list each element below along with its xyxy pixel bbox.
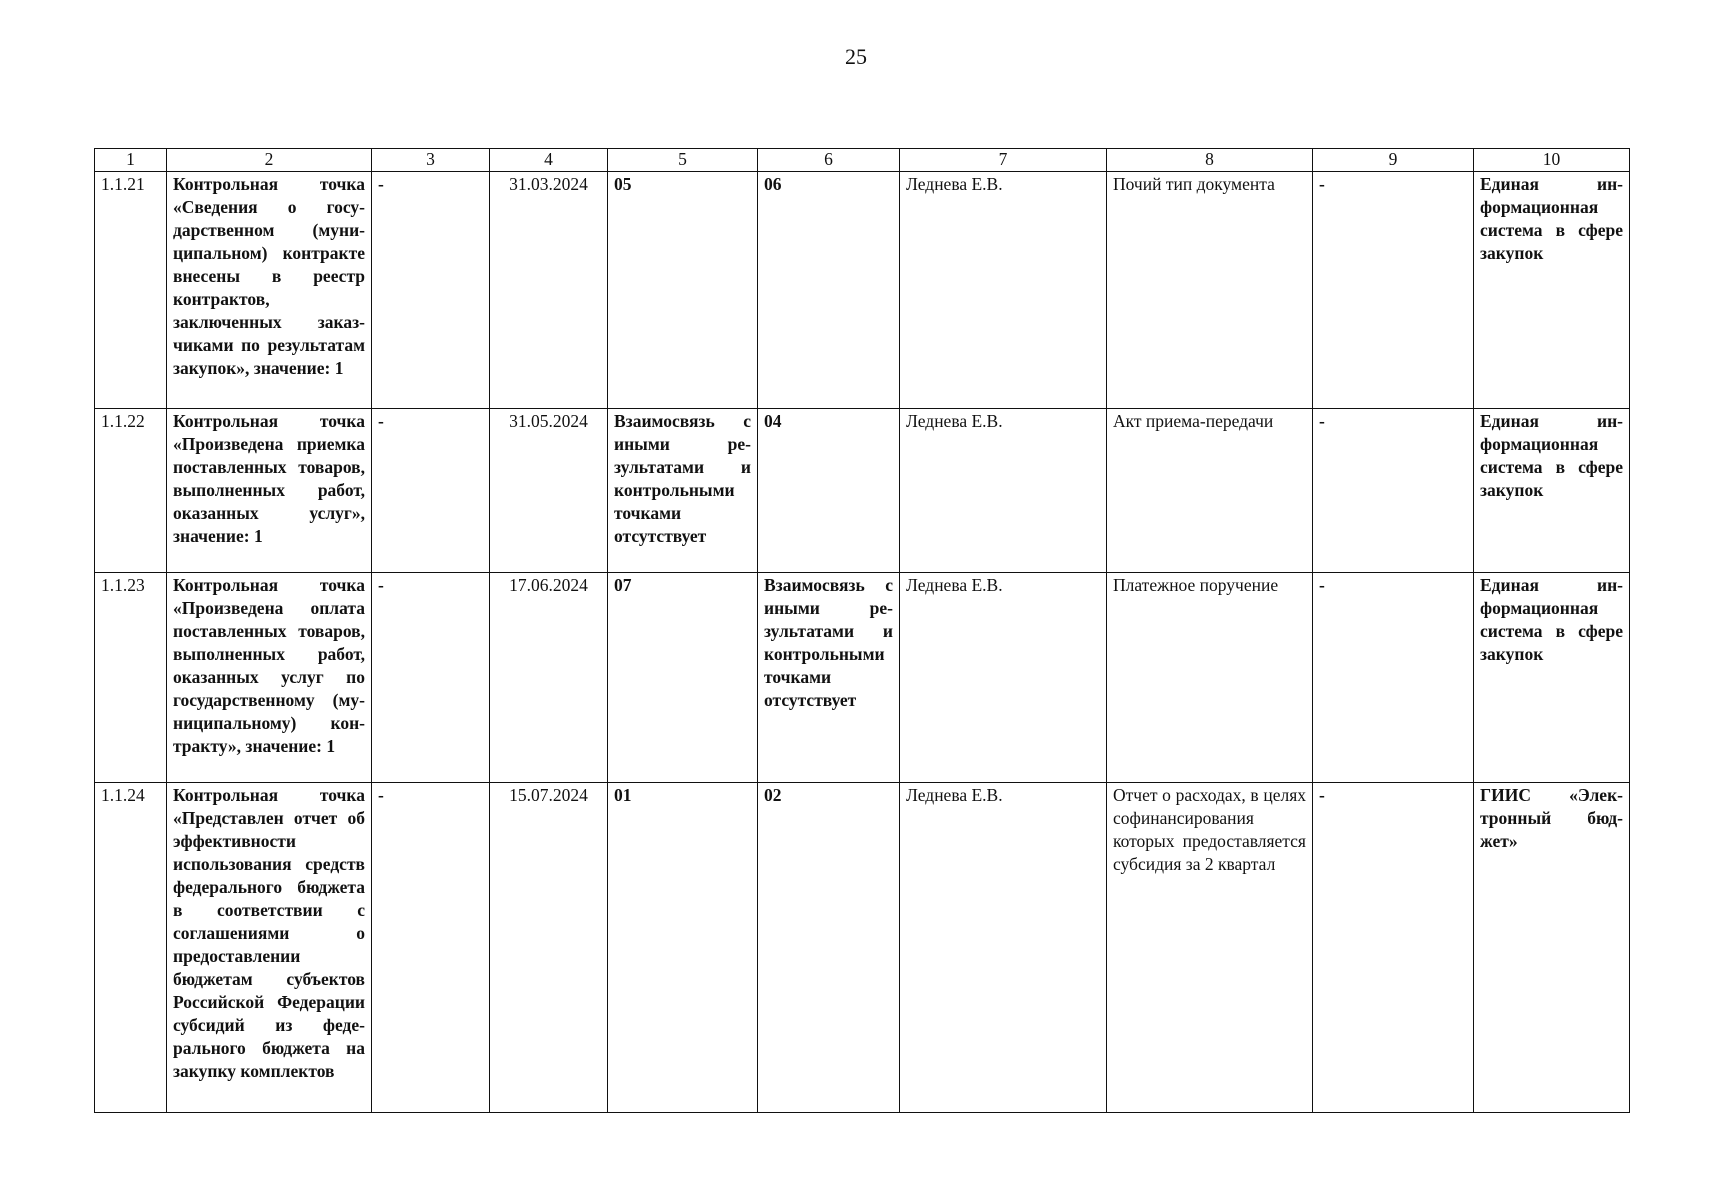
cell-col3: - [372,409,490,573]
header-cell-9: 9 [1313,149,1474,172]
cell-col6: Взаимосвязь с иными результатами и контрольными точками отсутствует [758,573,900,783]
table-row [95,783,1630,1113]
cell-col5: Взаимосвязь с иными результатами и контрольными точками отсутствует [608,409,758,573]
cell-col9: - [1313,172,1474,409]
cell-col3: - [372,783,490,1113]
control-point-name: Контрольная точка «Произведена приемка поставленных товаров, выполненных работ, оказанных услуг», значение: 1 [167,409,372,573]
deadline-date: 31.05.2024 [490,409,608,573]
cell-col3: - [372,172,490,409]
header-cell-1: 1 [95,149,167,172]
header-cell-10: 10 [1474,149,1630,172]
document-type: Почий тип документа [1107,172,1313,409]
control-points-table [94,148,1630,1113]
header-row [95,149,1630,172]
header-cell-6: 6 [758,149,900,172]
responsible-person: Леднева Е.В. [900,783,1107,1113]
responsible-person: Леднева Е.В. [900,573,1107,783]
document-type: Акт приема-передачи [1107,409,1313,573]
information-system: Единая информационная система в сфере закупок [1474,409,1630,573]
page-number: 25 [845,44,867,69]
cell-col5: 05 [608,172,758,409]
cell-col9: - [1313,783,1474,1113]
deadline-date: 31.03.2024 [490,172,608,409]
document-type: Отчет о расходах, в целях софинансирования которых предоставляется субсидия за 2 квартал [1107,783,1313,1113]
row-number: 1.1.23 [95,573,167,783]
header-cell-4: 4 [490,149,608,172]
row-number: 1.1.24 [95,783,167,1113]
cell-col9: - [1313,409,1474,573]
row-number: 1.1.22 [95,409,167,573]
deadline-date: 15.07.2024 [490,783,608,1113]
control-point-name: Контрольная точка «Представлен отчет об эффективности использования средств федерального бюджета в соответствии с соглашениями о предоставлении бюджетам субъектов Российской Федерации субсидий из федерального бюджета на закупку комплектов [167,783,372,1113]
header-cell-7: 7 [900,149,1107,172]
cell-col5: 01 [608,783,758,1113]
deadline-date: 17.06.2024 [490,573,608,783]
header-cell-5: 5 [608,149,758,172]
responsible-person: Леднева Е.В. [900,172,1107,409]
table-row [95,409,1630,573]
information-system: Единая информационная система в сфере закупок [1474,172,1630,409]
cell-col6: 02 [758,783,900,1113]
cell-col6: 04 [758,409,900,573]
cell-col6: 06 [758,172,900,409]
information-system: Единая информационная система в сфере закупок [1474,573,1630,783]
table-row [95,172,1630,409]
control-point-name: Контрольная точка «Произведена оплата поставленных товаров, выполненных работ, оказанных услуг по государственному (муниципальному) контракту», значение: 1 [167,573,372,783]
table-row [95,573,1630,783]
cell-col5: 07 [608,573,758,783]
control-point-name: Контрольная точка «Сведения о государственном (муниципальном) контракте внесены в реестр контрактов, заключенных заказчиками по результатам закупок», значение: 1 [167,172,372,409]
header-cell-8: 8 [1107,149,1313,172]
document-type: Платежное поручение [1107,573,1313,783]
header-cell-3: 3 [372,149,490,172]
responsible-person: Леднева Е.В. [900,409,1107,573]
information-system: ГИИС «Электронный бюджет» [1474,783,1630,1113]
cell-col3: - [372,573,490,783]
cell-col9: - [1313,573,1474,783]
row-number: 1.1.21 [95,172,167,409]
header-cell-2: 2 [167,149,372,172]
